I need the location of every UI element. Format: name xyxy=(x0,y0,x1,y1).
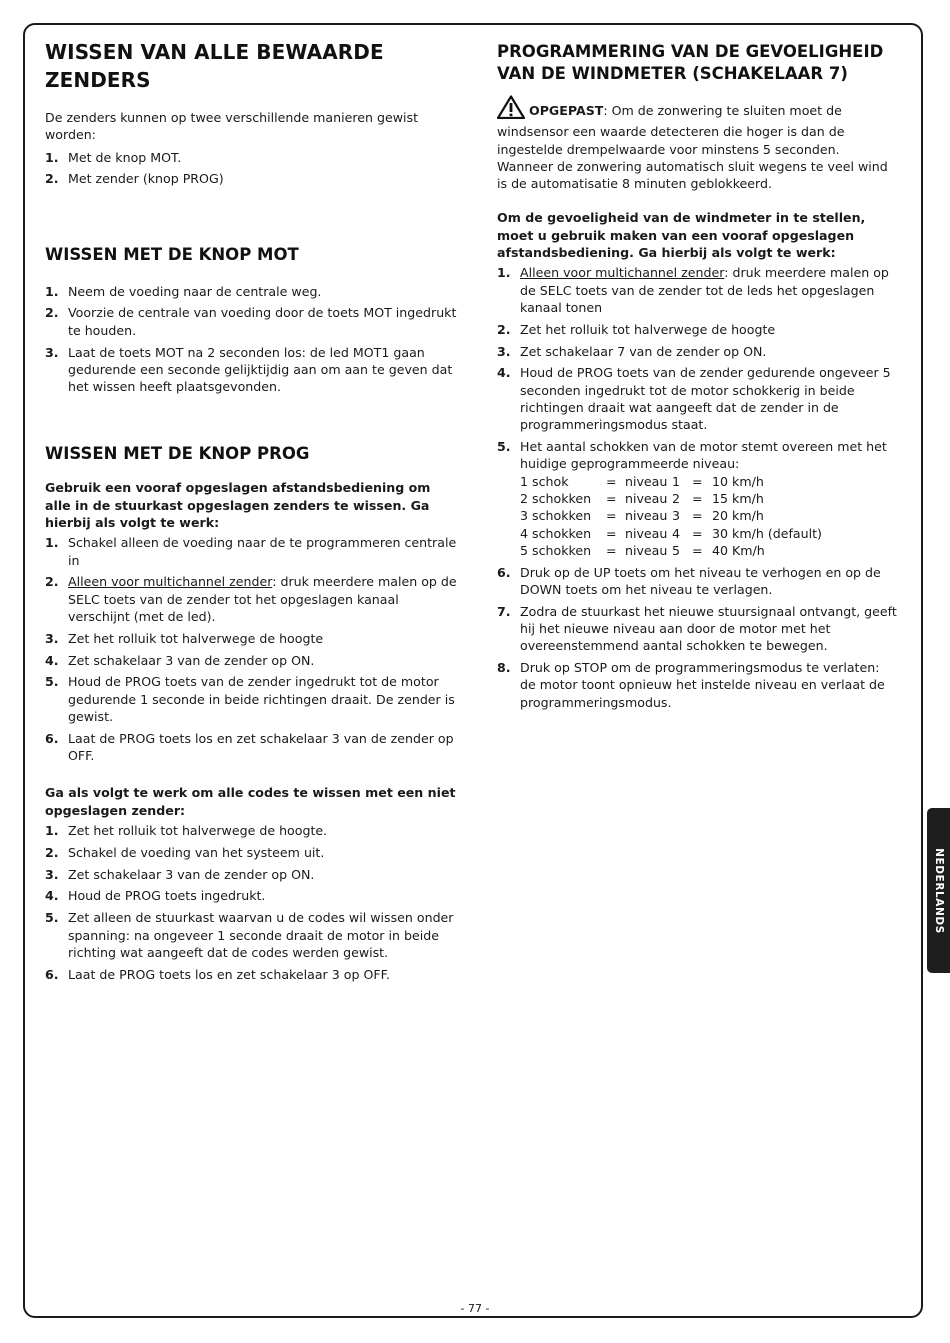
list-item: 4. Houd de PROG toets van de zender gedurende ongeveer 5 seconden ingedrukt tot de motor schokkerig in beide richtingen draait wat aangeeft dat de zender in de programmeringsmodus staat. xyxy=(497,365,891,433)
warning-paragraph xyxy=(497,95,899,192)
section-title-wissen-mot: WISSEN MET DE KNOP MOT xyxy=(45,244,299,264)
section-title-windmeter: PROGRAMMERING VAN DE GEVOELIGHEID VAN DE WINDMETER (SCHAKELAAR 7) xyxy=(497,42,884,83)
language-side-tab xyxy=(927,808,950,973)
prog-lead-text: Gebruik een vooraf opgeslagen afstandsbediening om alle in de stuurkast opgeslagen zenders te wissen. Ga hierbij als volgt te werk: xyxy=(45,480,431,531)
list-item: 3. Zet schakelaar 7 van de zender op ON. xyxy=(497,343,767,359)
list-item: 2. Schakel de voeding van het systeem uit. xyxy=(45,844,325,860)
list-item: 5. Het aantal schokken van de motor stemt overeen met het huidige geprogrammeerde niveau: 1 schok = niveau 1 = 10 km/h 2 schokken = niveau 2 = 15 km/h 3 schokken = niveau 3 = 20 km/h 4 schokken = niveau 4 = 30 km/h (default) 5 schokken = niveau 5 = 40 Km/h xyxy=(497,438,899,559)
language-label: NEDERLANDS xyxy=(932,847,945,934)
list-item: 4. Zet schakelaar 3 van de zender op ON. xyxy=(45,652,315,668)
list-item: 1. Zet het rolluik tot halverwege de hoogte. xyxy=(45,823,328,839)
left-column xyxy=(45,38,457,987)
list-item: 1. Met de knop MOT. xyxy=(45,149,182,165)
list-item: 6. Laat de PROG toets los en zet schakelaar 3 van de zender op OFF. xyxy=(45,730,454,764)
warning-label: OPGEPAST xyxy=(529,103,604,118)
list-item: 5. Zet alleen de stuurkast waarvan u de codes wil wissen onder spanning: na ongeveer 1 seconde draait de motor in beide richting wat aangeeft dat de codes werden gewist. xyxy=(45,910,454,960)
page-number: - 77 - xyxy=(460,1302,490,1315)
list-item: 1. Schakel alleen de voeding naar de te programmeren centrale in xyxy=(45,535,457,568)
list-item: 1. Alleen voor multichannel zender: druk meerdere malen op de SELC toets van de zender tot de leds het opgeslagen kanaal tonen xyxy=(497,265,889,315)
right-column xyxy=(497,38,899,716)
list-item: 7. Zodra de stuurkast het nieuwe stuursignaal ontvangt, geeft hij het nieuwe niveau aan door de motor met het overeenstemmend aantal schokken te bewegen. xyxy=(497,603,897,654)
prog-lead2-text: Ga als volgt te werk om alle codes te wissen met een niet opgeslagen zender: xyxy=(45,785,456,818)
list-item: 1. Neem de voeding naar de centrale weg. xyxy=(45,283,322,299)
list-item: 2. Alleen voor multichannel zender: druk meerdere malen op de SELC toets van de zender tot het opgeslagen kanaal verschijnt (met de led). xyxy=(45,574,457,625)
list-item: 2. Met zender (knop PROG) xyxy=(45,171,224,187)
windmeter-lead-text: Om de gevoeligheid van de windmeter in te stellen, moet u gebruik maken van een vooraf opgeslagen afstandsbediening. Ga hierbij als volgt te werk: xyxy=(497,210,866,261)
methods-list xyxy=(45,149,457,188)
prog-steps-list xyxy=(45,534,457,764)
mot-steps-list xyxy=(45,283,457,396)
list-item: 6. Druk op de UP toets om het niveau te verhogen en op de DOWN toets om het niveau te verlagen. xyxy=(497,564,881,597)
warning-icon xyxy=(497,95,525,123)
list-item: 4. Houd de PROG toets ingedrukt. xyxy=(45,888,266,904)
section-title-wissen-alle: WISSEN VAN ALLE BEWAARDE ZENDERS xyxy=(45,40,384,92)
levels-table: 1 schok = niveau 1 = 10 km/h 2 schokken = niveau 2 = 15 km/h 3 schokken = niveau 3 = 20 km/h 4 schokken = niveau 4 = 30 km/h (default) 5 schokken = niveau 5 = 40 Km/h xyxy=(520,473,822,558)
list-item: 2. Zet het rolluik tot halverwege de hoogte xyxy=(497,321,776,337)
list-item: 8. Druk op STOP om de programmeringsmodus te verlaten: de motor toont opnieuw het instelde niveau en verlaat de programmeringsmodus. xyxy=(497,660,885,710)
prog-steps2-list xyxy=(45,822,457,983)
list-item: 5. Houd de PROG toets van de zender ingedrukt tot de motor gedurende 1 seconde in beide richtingen draait. De zender is gewist. xyxy=(45,674,455,725)
intro-text: De zenders kunnen op twee verschillende manieren gewist worden: xyxy=(45,110,419,143)
section-title-wissen-prog: WISSEN MET DE KNOP PROG xyxy=(45,444,310,464)
list-item: 3. Zet het rolluik tot halverwege de hoogte xyxy=(45,630,324,646)
warning-text: : Om de zonwering te sluiten moet de windsensor een waarde detecteren die hoger is dan de ingestelde drempelwaarde voor minstens 5 seconden. Wanneer de zonwering automatisch sluit wegens te veel wind is de automatisatie 8 minuten geblokkeerd. xyxy=(497,103,888,192)
windmeter-steps-list xyxy=(497,264,899,711)
list-item: 6. Laat de PROG toets los en zet schakelaar 3 op OFF. xyxy=(45,966,390,982)
list-item: 2. Voorzie de centrale van voeding door de toets MOT ingedrukt te houden. xyxy=(45,305,457,338)
list-item: 3. Zet schakelaar 3 van de zender op ON. xyxy=(45,866,315,882)
list-item: 3. Laat de toets MOT na 2 seconden los: de led MOT1 gaan gedurende een seconde gelijktijdig aan om aan te geven dat het wissen heeft plaatsgevonden. xyxy=(45,344,453,395)
